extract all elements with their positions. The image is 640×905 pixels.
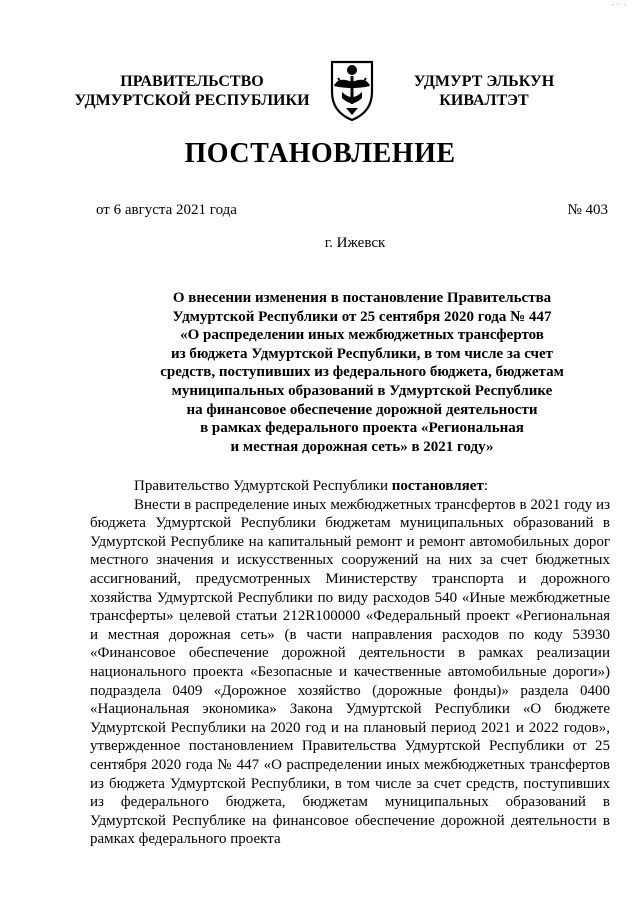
udmurt-coat-of-arms-icon [324, 58, 380, 122]
document-subject [140, 289, 584, 456]
header-right-line2: КИВАЛТЭТ [439, 92, 529, 109]
subject-line: и местная дорожная сеть» в 2021 году» [230, 438, 494, 455]
intro-prefix: Правительство Удмуртской Республики [134, 478, 392, 494]
subject-line: в рамках федерального проекта «Региональная [200, 420, 524, 437]
intro-verb: постановляет [391, 478, 484, 494]
body-paragraph: Внести в распределение иных межбюджетных трансфертов в 2021 году из бюджета Удмуртской Республики бюджетам муниципальных образований в Удмуртской Республике на капитальный ремонт и ремонт автомобильных дорог местного значения и искусственных сооружений на них за счет бюджетных ассигнований, предусмотренных Министерству транспорта и дорожного хозяйства Удмуртской Республики по виду расходов 540 «Иные межбюджетные трансферты» целевой статьи 212R100000 «Федеральный проект «Региональная и местная дорожная сеть» (в части направления расходов по коду 53930 «Финансовое обеспечение дорожной деятельности в рамках реализации национального проекта «Безопасные и качественные автомобильные дороги») подраздела 0409 «Дорожное хозяйство (дорожные фонды)» раздела 0400 «Национальная экономика» Закона Удмуртской Республики «О бюджете Удмуртской Республики на 2020 год и на плановый период 2021 и 2022 годов», утвержденное постановлением Правительства Удмуртской Республики от 25 сентября 2020 года № 447 «О распределении иных межбюджетных трансфертов из бюджета Удмуртской Республики, в том числе за счет средств, поступивших из федерального бюджета, бюджетам муниципальных образований в Удмуртской Республике на финансовое обеспечение дорожной деятельности в рамках федерального проекта [90, 496, 610, 848]
page-corner-mark: - ·· - [611, 0, 626, 9]
document-city: г. Ижевск [324, 235, 386, 251]
body-intro [90, 477, 610, 496]
document-date: от 6 августа 2021 года [96, 202, 237, 218]
subject-line: муниципальных образований в Удмуртской Республике [171, 382, 553, 399]
intro-suffix: : [483, 478, 488, 494]
subject-line: из бюджета Удмуртской Республики, в том числе за счет [170, 345, 554, 362]
header-left-line1: ПРАВИТЕЛЬСТВО [120, 73, 264, 90]
subject-line: средств, поступивших из федерального бюджета, бюджетам [160, 364, 564, 381]
header-left [58, 72, 326, 110]
subject-line: на финансовое обеспечение дорожной деятельности [186, 401, 538, 418]
subject-line: О внесении изменения в постановление Правительства [172, 290, 552, 306]
header-left-line2: УДМУРТСКОЙ РЕСПУБЛИКИ [74, 92, 310, 109]
header-right-line1: УДМУРТ ЭЛЬКУН [413, 73, 555, 90]
header-right [400, 72, 568, 110]
subject-line: «О распределении иных межбюджетных трансфертов [180, 327, 544, 344]
document-body [90, 477, 610, 849]
document-title: ПОСТАНОВЛЕНИЕ [184, 138, 456, 169]
document-number: № 403 [567, 202, 608, 218]
subject-line: Удмуртской Республики от 25 сентября 2020 года № 447 [172, 308, 552, 325]
